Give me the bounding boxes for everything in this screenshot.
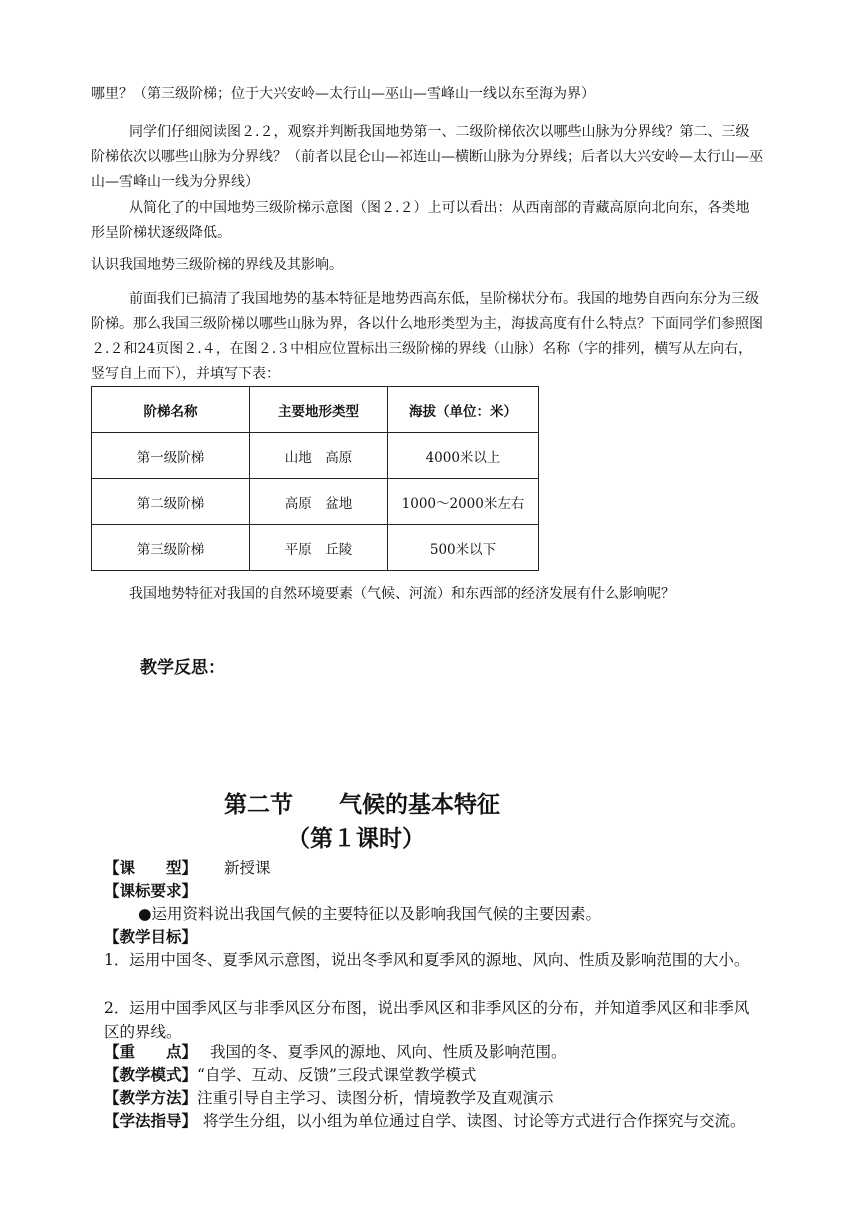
table-header-row: [92, 387, 539, 433]
table-header-cell: 主要地形类型: [250, 387, 388, 433]
table-header-cell: 海拔（单位：米）: [388, 387, 539, 433]
curriculum-standard-label: 【课标要求】: [104, 882, 198, 900]
table-cell: 4000米以上: [388, 433, 539, 479]
table-cell: 1000～2000米左右: [388, 479, 539, 525]
teaching-mode-line: [104, 1063, 764, 1087]
paragraph-answer-third-step: 哪里？（第三级阶梯；位于大兴安岭—太行山—巫山—雪峰山一线以东至海为界）: [91, 86, 595, 102]
key-point-label: 【重 点】: [104, 1043, 198, 1061]
curriculum-standard-label-line: [104, 879, 764, 903]
teaching-mode-value: “自学、互动、反馈”三段式课堂教学模式: [197, 1066, 477, 1084]
paragraph-boundary-question: 同学们仔细阅读图２.２，观察并判断我国地势第一、二级阶梯依次以哪些山脉为分界线？第二、三级阶梯依次以哪些山脉为分界线？（前者以昆仑山—祁连山—横断山脉为分界线；后者以大兴安岭—太行山—巫山—雪峰山一线为分界线）: [91, 124, 763, 190]
paragraph-fill-table-instruction: 前面我们已搞清了我国地势的基本特征是地势西高东低，呈阶梯状分布。我国的地势自西向东分为三级阶梯。那么我国三级阶梯以哪些山脉为界，各以什么地形类型为主，海拔高度有什么特点？下面同学们参照图２.２和24页图２.４，在图２.３中相应位置标出三级阶梯的界线（山脉）名称（字的排列，横写从左向右，竖写自上而下），并填写下表：: [91, 291, 763, 382]
lesson-type-line: [104, 856, 764, 880]
table-row: [92, 525, 539, 571]
table-row: [92, 479, 539, 525]
table-cell: 高原 盆地: [250, 479, 388, 525]
terrain-steps-table: [91, 386, 539, 571]
table-cell: 第二级阶梯: [92, 479, 250, 525]
table-cell: 第一级阶梯: [92, 433, 250, 479]
table-header-cell: 阶梯名称: [92, 387, 250, 433]
table-cell: 山地 高原: [250, 433, 388, 479]
curriculum-standard-text: ●运用资料说出我国气候的主要特征以及影响我国气候的主要因素。: [138, 905, 602, 923]
table-cell: 平原 丘陵: [250, 525, 388, 571]
lesson-type-label: 【课 型】: [104, 859, 198, 877]
teaching-method-line: [104, 1086, 764, 1110]
table-cell: 500米以下: [388, 525, 539, 571]
study-guidance-label: 【学法指导】: [104, 1112, 198, 1130]
teaching-method-value: 注重引导自主学习、读图分析，情境教学及直观演示: [197, 1089, 554, 1107]
key-point-value: 我国的冬、夏季风的源地、风向、性质及影响范围。: [209, 1043, 567, 1061]
paragraph-impact-question: 我国地势特征对我国的自然环境要素（气候、河流）和东西部的经济发展有什么影响呢？: [129, 586, 675, 602]
paragraph-terrain-decline: 从简化了的中国地势三级阶梯示意图（图２.２）上可以看出：从西南部的青藏高原向北向东，各类地形呈阶梯状逐级降低。: [91, 200, 750, 241]
table-row: [92, 433, 539, 479]
teaching-method-label: 【教学方法】: [104, 1089, 198, 1107]
teaching-goals-label: 【教学目标】: [104, 928, 198, 946]
table-cell: 第三级阶梯: [92, 525, 250, 571]
teaching-goal-2: 2．运用中国季风区与非季风区分布图，说出季风区和非季风区的分布，并知道季风区和非季风区的界线。: [104, 999, 750, 1041]
section-title: 第二节 气候的基本特征: [224, 792, 500, 818]
teaching-mode-label: 【教学模式】: [104, 1066, 198, 1084]
paragraph-recognize-steps: 认识我国地势三级阶梯的界线及其影响。: [91, 257, 343, 273]
study-guidance-value: 将学生分组，以小组为单位通过自学、读图、讨论等方式进行合作探究与交流。: [203, 1112, 746, 1130]
section-subtitle: （第１课时）: [287, 826, 425, 852]
teaching-goal-1: 1．运用中国冬、夏季风示意图，说出冬季风和夏季风的源地、风向、性质及影响范围的大小。: [104, 951, 750, 969]
teaching-reflection-heading: 教学反思：: [140, 658, 225, 678]
study-guidance-line: [104, 1109, 764, 1133]
lesson-type-value: 新授课: [223, 859, 271, 877]
teaching-goals-label-line: [104, 925, 764, 949]
key-point-line: [104, 1040, 764, 1064]
